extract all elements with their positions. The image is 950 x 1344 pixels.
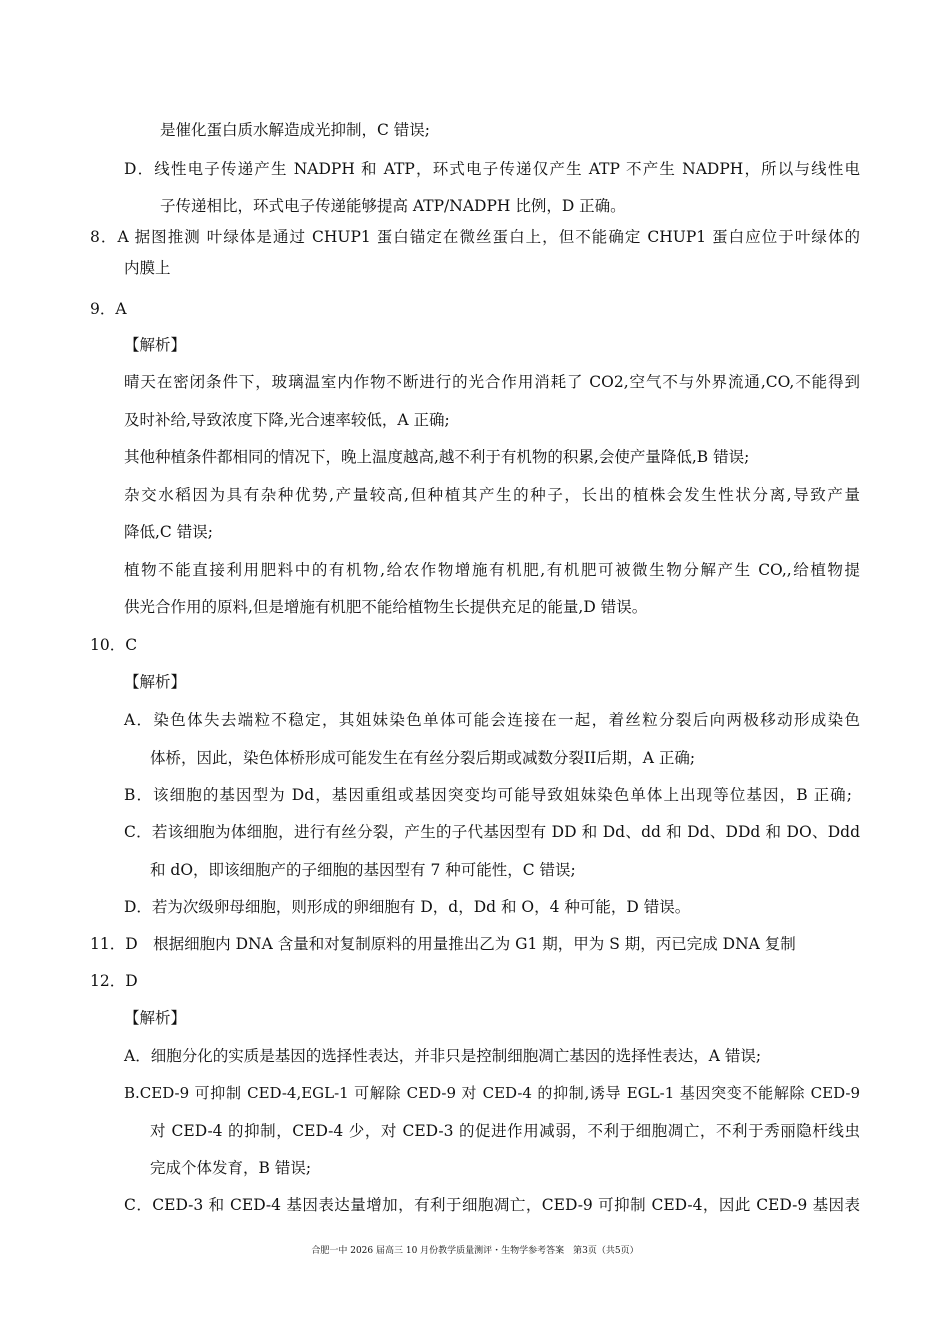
text-line: 晴天在密闭条件下，玻璃温室内作物不断进行的光合作用消耗了 CO2,空气不与外界流通,CO,不能得到 [124, 373, 860, 391]
text-line: B．该细胞的基因型为 Dd，基因重组或基因突变均可能导致姐妹染色单体上出现等位基因，B 正确; [124, 786, 852, 804]
text-line: 和 dO，即该细胞产的子细胞的基因型有 7 种可能性，C 错误; [150, 861, 576, 879]
text-line: 完成个体发育，B 错误; [150, 1159, 312, 1177]
text-line: B.CED-9 可抑制 CED-4,EGL-1 可解除 CED-9 对 CED-4 的抑制,诱导 EGL-1 基因突变不能解除 CED-9 [124, 1084, 860, 1102]
question-number: 12．D [90, 972, 138, 990]
text-line: 植物不能直接利用肥料中的有机物,给农作物增施有机肥,有机肥可被微生物分解产生 CO,,给植物提 [124, 561, 860, 579]
text-line: A．细胞分化的实质是基因的选择性表达，并非只是控制细胞凋亡基因的选择性表达，A 错误; [124, 1047, 762, 1065]
section-heading: 【解析】 [124, 673, 187, 691]
text-line: A．染色体失去端粒不稳定，其姐妹染色单体可能会连接在一起，着丝粒分裂后向两极移动形成染色 [124, 711, 860, 729]
text-line: C．CED-3 和 CED-4 基因表达量增加，有利于细胞凋亡，CED-9 可抑制 CED-4，因此 CED-9 基因表 [124, 1196, 860, 1214]
text-line: 及时补给,导致浓度下降,光合速率较低，A 正确; [124, 411, 450, 429]
text-line: 杂交水稻因为具有杂种优势,产量较高,但种植其产生的种子，长出的植株会发生性状分离,导致产量 [124, 486, 860, 504]
text-line: 内膜上 [124, 259, 171, 277]
section-heading: 【解析】 [124, 336, 187, 354]
text-line: 8．A 据图推测 叶绿体是通过 CHUP1 蛋白锚定在微丝蛋白上，但不能确定 CHUP1 蛋白应位于叶绿体的 [90, 228, 860, 246]
text-line: 降低,C 错误; [124, 523, 213, 541]
text-line: 其他种植条件都相同的情况下，晚上温度越高,越不利于有机物的积累,会使产量降低,B 错误; [124, 448, 750, 466]
text-line: D．线性电子传递产生 NADPH 和 ATP，环式电子传递仅产生 ATP 不产生 NADPH，所以与线性电 [124, 160, 860, 178]
text-line: 体桥，因此，染色体桥形成可能发生在有丝分裂后期或减数分裂II后期，A 正确; [150, 749, 696, 767]
text-line: 是催化蛋白质水解造成光抑制，C 错误; [160, 121, 431, 139]
page-footer: 合肥一中 2026 届高三 10 月份教学质量测评・生物学参考答案 第3页（共5页） [311, 1246, 639, 1256]
text-line: 供光合作用的原料,但是增施有机肥不能给植物生长提供充足的能量,D 错误。 [124, 598, 648, 616]
text-line: 对 CED-4 的抑制，CED-4 少，对 CED-3 的促进作用减弱，不利于细胞凋亡，不利于秀丽隐杆线虫 [150, 1122, 860, 1140]
text-line: C．若该细胞为体细胞，进行有丝分裂，产生的子代基因型有 DD 和 Dd、dd 和 Dd、DDd 和 DO、Ddd [124, 823, 860, 841]
text-line: D．若为次级卵母细胞，则形成的卵细胞有 D，d，Dd 和 O，4 种可能，D 错误。 [124, 898, 691, 916]
question-number: 9．A [90, 300, 127, 318]
question-number: 10．C [90, 636, 138, 654]
text-line: 子传递相比，环式电子传递能够提高 ATP/NADPH 比例，D 正确。 [160, 197, 626, 215]
text-line: 11．D 根据细胞内 DNA 含量和对复制原料的用量推出乙为 G1 期，甲为 S 期，丙已完成 DNA 复制 [90, 935, 796, 953]
section-heading: 【解析】 [124, 1009, 187, 1027]
